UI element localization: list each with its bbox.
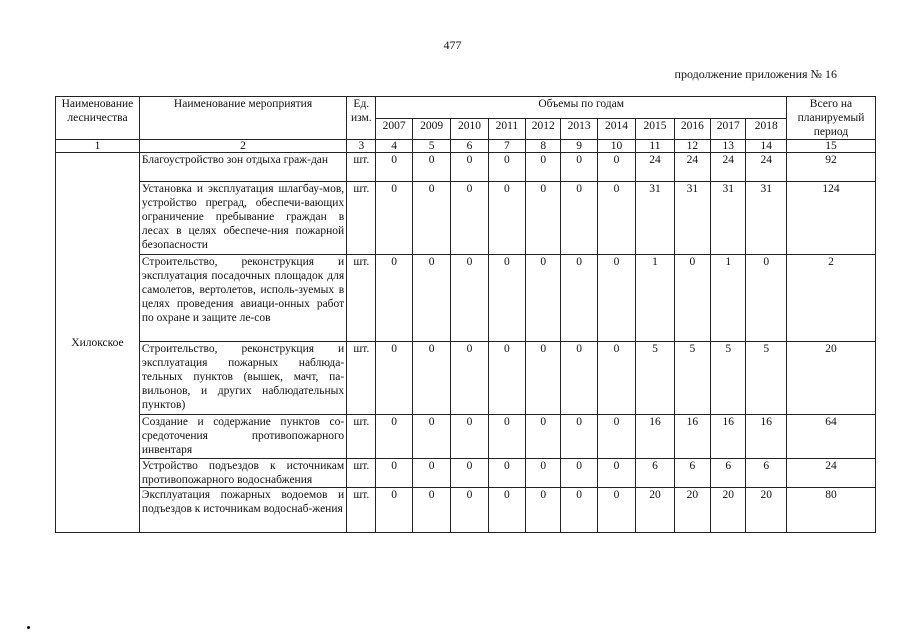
- header-year: 2016: [674, 118, 710, 140]
- header-unit: Ед. изм.: [347, 97, 376, 140]
- year-value-cell: 24: [746, 153, 787, 182]
- total-cell: 2: [786, 255, 875, 342]
- year-value-cell: 0: [526, 459, 561, 488]
- unit-cell: шт.: [347, 459, 376, 488]
- year-value-cell: 0: [451, 182, 488, 255]
- header-year: 2009: [412, 118, 450, 140]
- year-value-cell: 20: [711, 488, 746, 533]
- year-value-cell: 0: [488, 459, 525, 488]
- year-value-cell: 24: [636, 153, 674, 182]
- header-activity: Наименование мероприятия: [139, 97, 346, 140]
- header-volumes: Объемы по годам: [376, 97, 786, 119]
- year-value-cell: 16: [636, 415, 674, 459]
- year-value-cell: 0: [488, 255, 525, 342]
- activity-name-cell: Строительство, реконструкция и эксплуатация пожарных наблюда-тельных пунктов (вышек, мачт, па-вильонов, и других наблюдательных пунктов): [139, 342, 346, 415]
- year-value-cell: 0: [526, 182, 561, 255]
- year-value-cell: 0: [412, 488, 450, 533]
- unit-cell: шт.: [347, 153, 376, 182]
- year-value-cell: 31: [636, 182, 674, 255]
- year-value-cell: 0: [526, 255, 561, 342]
- year-value-cell: 0: [597, 415, 635, 459]
- header-year: 2007: [376, 118, 412, 140]
- year-value-cell: 0: [412, 459, 450, 488]
- unit-cell: шт.: [347, 182, 376, 255]
- year-value-cell: 16: [711, 415, 746, 459]
- year-value-cell: 6: [746, 459, 787, 488]
- unit-cell: шт.: [347, 488, 376, 533]
- year-value-cell: 0: [488, 342, 525, 415]
- activity-name-cell: Создание и содержание пунктов со-средоточения противопожарного инвентаря: [139, 415, 346, 459]
- column-number-cell: 15: [786, 140, 875, 153]
- year-value-cell: 0: [376, 488, 412, 533]
- year-value-cell: 6: [636, 459, 674, 488]
- year-value-cell: 20: [636, 488, 674, 533]
- table-row: [56, 415, 876, 459]
- header-year: 2013: [561, 118, 597, 140]
- header-year: 2017: [711, 118, 746, 140]
- year-value-cell: 0: [597, 255, 635, 342]
- year-value-cell: 0: [597, 488, 635, 533]
- year-value-cell: 0: [597, 459, 635, 488]
- header-total: Всего на планируемый период: [786, 97, 875, 140]
- year-value-cell: 0: [488, 488, 525, 533]
- activity-name-cell: Эксплуатация пожарных водоемов и подъездов к источникам водоснаб-жения: [139, 488, 346, 533]
- year-value-cell: 0: [526, 415, 561, 459]
- year-value-cell: 0: [597, 153, 635, 182]
- year-value-cell: 0: [412, 182, 450, 255]
- year-value-cell: 24: [711, 153, 746, 182]
- unit-cell: шт.: [347, 342, 376, 415]
- total-cell: 124: [786, 182, 875, 255]
- column-number-cell: 5: [412, 140, 450, 153]
- year-value-cell: 0: [526, 153, 561, 182]
- stray-mark: [27, 626, 30, 629]
- unit-cell: шт.: [347, 255, 376, 342]
- year-value-cell: 20: [674, 488, 710, 533]
- year-value-cell: 0: [526, 488, 561, 533]
- total-cell: 92: [786, 153, 875, 182]
- table-row: [56, 153, 876, 182]
- column-number-cell: 10: [597, 140, 635, 153]
- table-row: [56, 182, 876, 255]
- year-value-cell: 6: [711, 459, 746, 488]
- year-value-cell: 0: [561, 415, 597, 459]
- header-year: 2014: [597, 118, 635, 140]
- year-value-cell: 0: [376, 415, 412, 459]
- year-value-cell: 0: [451, 153, 488, 182]
- activity-name-cell: Строительство, реконструкция и эксплуатация посадочных площадок для самолетов, вертолетов, исполь-зуемых в целях проведения авиаци-онных работ по охране и защите ле-сов: [139, 255, 346, 342]
- column-number-cell: 6: [451, 140, 488, 153]
- total-cell: 24: [786, 459, 875, 488]
- column-number-row: [56, 140, 876, 153]
- header-forestry: Наименование лесничества: [56, 97, 140, 140]
- year-value-cell: 0: [561, 153, 597, 182]
- year-value-cell: 1: [711, 255, 746, 342]
- column-number-cell: 13: [711, 140, 746, 153]
- year-value-cell: 0: [376, 342, 412, 415]
- year-value-cell: 24: [674, 153, 710, 182]
- column-number-cell: 7: [488, 140, 525, 153]
- year-value-cell: 0: [526, 342, 561, 415]
- table-row: [56, 488, 876, 533]
- year-value-cell: 0: [561, 459, 597, 488]
- year-value-cell: 0: [412, 415, 450, 459]
- year-value-cell: 31: [746, 182, 787, 255]
- year-value-cell: 5: [674, 342, 710, 415]
- year-value-cell: 0: [746, 255, 787, 342]
- year-value-cell: 0: [561, 488, 597, 533]
- year-value-cell: 5: [746, 342, 787, 415]
- year-value-cell: 31: [674, 182, 710, 255]
- continuation-label: продолжение приложения № 16: [674, 67, 837, 81]
- year-value-cell: 20: [746, 488, 787, 533]
- year-value-cell: 0: [412, 342, 450, 415]
- table-row: [56, 342, 876, 415]
- year-value-cell: 0: [412, 153, 450, 182]
- table-row: [56, 255, 876, 342]
- year-value-cell: 0: [451, 342, 488, 415]
- column-number-cell: 3: [347, 140, 376, 153]
- header-year: 2018: [746, 118, 787, 140]
- activity-name-cell: Устройство подъездов к источникам противопожарного водоснабжения: [139, 459, 346, 488]
- year-value-cell: 0: [561, 182, 597, 255]
- page-number: 477: [443, 38, 462, 52]
- year-value-cell: 0: [451, 255, 488, 342]
- year-value-cell: 0: [376, 153, 412, 182]
- year-value-cell: 16: [746, 415, 787, 459]
- activity-name-cell: Благоустройство зон отдыха граж-дан: [139, 153, 346, 182]
- table-row: [56, 459, 876, 488]
- column-number-cell: 4: [376, 140, 412, 153]
- year-value-cell: 0: [561, 255, 597, 342]
- year-value-cell: 0: [451, 459, 488, 488]
- header-year: 2010: [451, 118, 488, 140]
- header-year: 2012: [526, 118, 561, 140]
- year-value-cell: 31: [711, 182, 746, 255]
- year-value-cell: 6: [674, 459, 710, 488]
- year-value-cell: 0: [597, 182, 635, 255]
- column-number-cell: 1: [56, 140, 140, 153]
- year-value-cell: 0: [451, 415, 488, 459]
- year-value-cell: 0: [488, 153, 525, 182]
- year-value-cell: 0: [412, 255, 450, 342]
- year-value-cell: 0: [376, 459, 412, 488]
- table-body: [56, 140, 876, 533]
- column-number-cell: 11: [636, 140, 674, 153]
- forestry-name-cell: Хилокское: [56, 153, 140, 533]
- header-year: 2015: [636, 118, 674, 140]
- year-value-cell: 5: [711, 342, 746, 415]
- year-value-cell: 0: [376, 182, 412, 255]
- year-value-cell: 16: [674, 415, 710, 459]
- column-number-cell: 14: [746, 140, 787, 153]
- column-number-cell: 9: [561, 140, 597, 153]
- header-year: 2011: [488, 118, 525, 140]
- year-value-cell: 0: [674, 255, 710, 342]
- year-value-cell: 0: [597, 342, 635, 415]
- year-value-cell: 0: [488, 182, 525, 255]
- column-number-cell: 2: [139, 140, 346, 153]
- total-cell: 20: [786, 342, 875, 415]
- unit-cell: шт.: [347, 415, 376, 459]
- year-value-cell: 5: [636, 342, 674, 415]
- year-value-cell: 0: [488, 415, 525, 459]
- column-number-cell: 12: [674, 140, 710, 153]
- year-value-cell: 0: [451, 488, 488, 533]
- total-cell: 80: [786, 488, 875, 533]
- column-number-cell: 8: [526, 140, 561, 153]
- year-value-cell: 0: [376, 255, 412, 342]
- year-value-cell: 0: [561, 342, 597, 415]
- activity-name-cell: Установка и эксплуатация шлагбау-мов, устройство преград, обеспечи-вающих ограничение пребывание граждан в лесах в целях обеспече-ния пожарной безопасности: [139, 182, 346, 255]
- volumes-table: [55, 96, 876, 533]
- year-value-cell: 1: [636, 255, 674, 342]
- total-cell: 64: [786, 415, 875, 459]
